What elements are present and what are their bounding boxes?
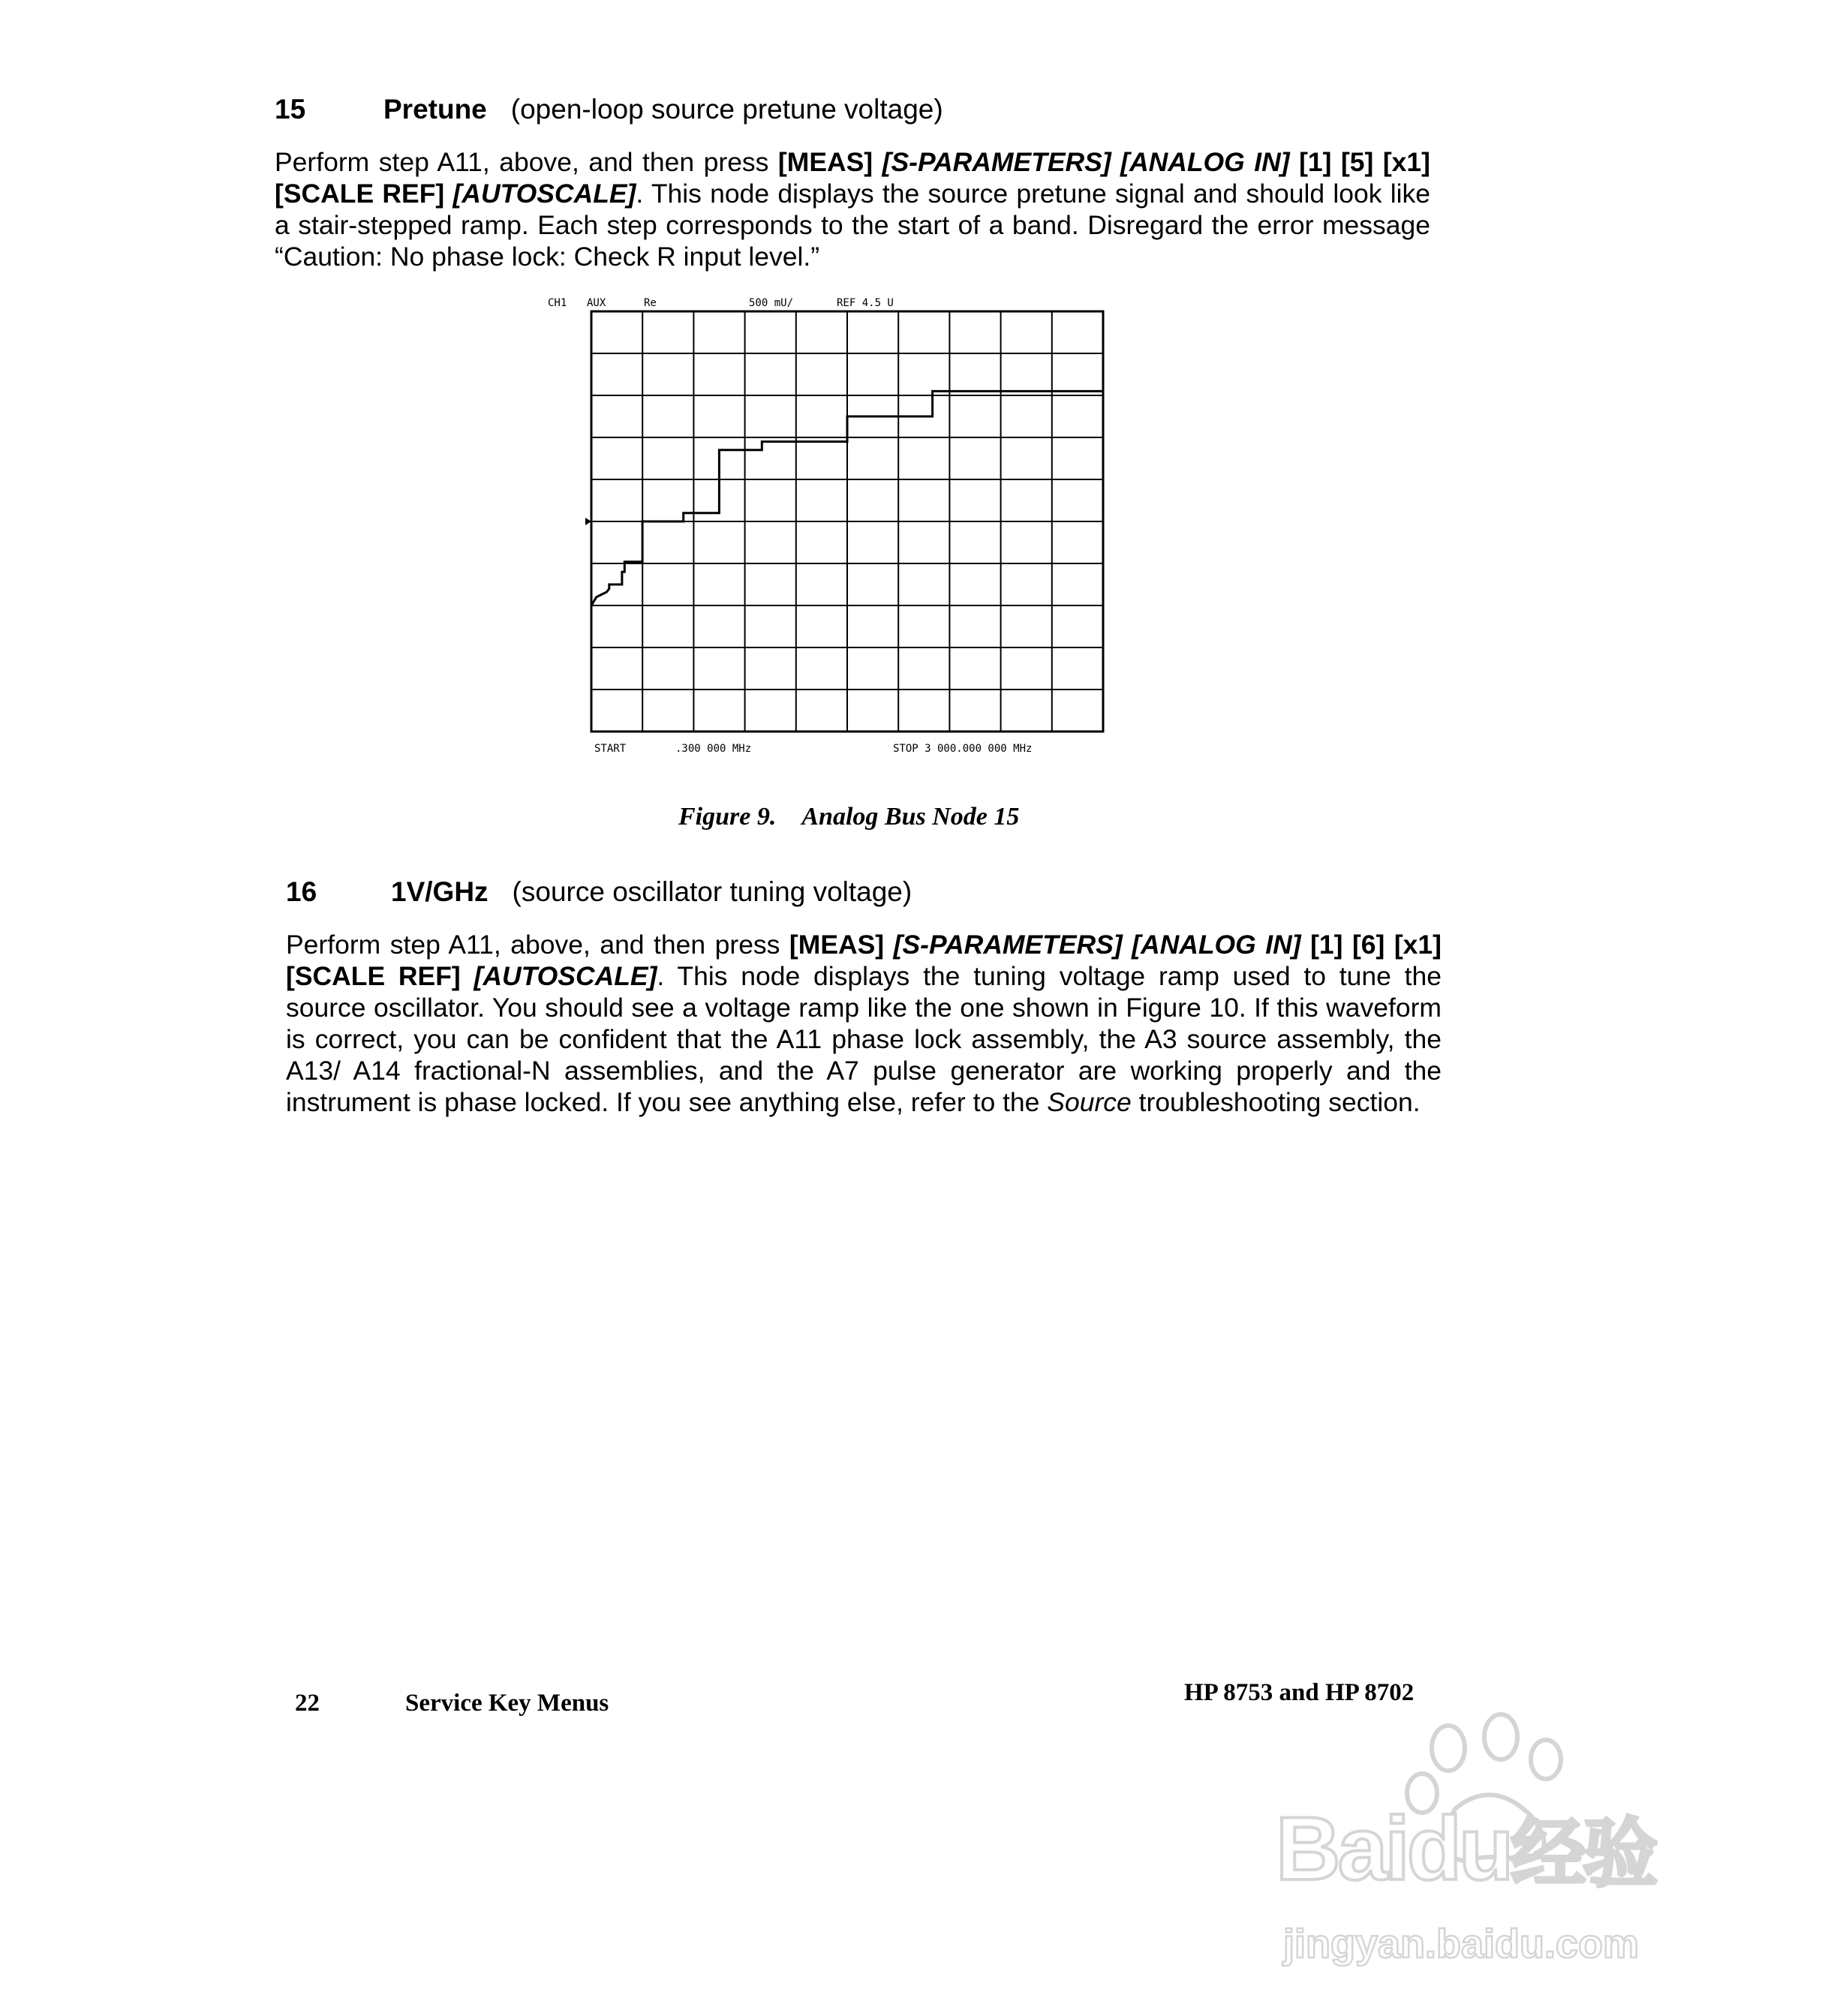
page-number: 22 xyxy=(295,1690,320,1717)
key-scale-ref: [SCALE REF] xyxy=(275,179,453,209)
key-sequence: [1] [6] [x1] xyxy=(1310,930,1442,960)
footer-section-title: Service Key Menus xyxy=(405,1690,609,1717)
softkey-autoscale: [AUTOSCALE] xyxy=(452,179,636,209)
figure-9-caption xyxy=(678,803,1019,831)
chart-format-label: Re xyxy=(644,297,657,309)
source-reference: Source xyxy=(1047,1087,1132,1117)
watermark-url: jingyan.baidu.com xyxy=(1283,1921,1640,1966)
key-meas: [MEAS] xyxy=(789,930,894,960)
softkey-s-parameters-analog-in: [S-PARAMETERS] [ANALOG IN] xyxy=(893,930,1311,960)
chart-scale-label: 500 mU/ xyxy=(749,297,794,309)
section-16-number: 16 xyxy=(286,876,317,907)
softkey-s-parameters-analog-in: [S-PARAMETERS] [ANALOG IN] xyxy=(882,147,1300,177)
chart-input-label: AUX xyxy=(587,297,606,309)
key-meas: [MEAS] xyxy=(777,147,882,177)
footer-product: HP 8753 and HP 8702 xyxy=(1184,1679,1415,1706)
paragraph-text: . This node displays the tuning voltage ramp used to tune the source oscillator. You should see a voltage ramp like the one shown in Figure 10. If this waveform is correct, you can be confident that the A11 phase lock assembly, the A3 source assembly, the A13/ A14 fractional-N assemblies, and the A7 pulse generator are working properly and the instrument is phase locked. If you see anything else, refer to the xyxy=(286,961,1442,1117)
key-sequence: [1] [5] [x1] xyxy=(1299,147,1430,177)
paragraph-text: . This node displays the source pretune signal and should look like a stair-stepped ramp. Each step corresponds to the start of a band. Disregard the error message “Caution: No phase lock: Check R input level.” xyxy=(275,179,1430,272)
analog-bus-node-15-chart xyxy=(540,293,1118,765)
chart-start-label: START xyxy=(594,743,627,755)
paragraph-text: Perform step A11, above, and then press xyxy=(275,147,778,177)
key-scale-ref: [SCALE REF] xyxy=(286,961,474,991)
chart-channel-label: CH1 xyxy=(548,297,567,309)
figure-label: Figure 9. xyxy=(678,803,777,831)
watermark-cn: 经验 xyxy=(1511,1812,1655,1896)
figure-title: Analog Bus Node 15 xyxy=(801,803,1020,831)
section-15-heading xyxy=(275,94,943,125)
paragraph-text: troubleshooting section. xyxy=(1131,1087,1421,1117)
section-16-title: 1V/GHz xyxy=(391,876,489,907)
softkey-autoscale: [AUTOSCALE] xyxy=(474,961,657,991)
chart-ref-label: REF 4.5 U xyxy=(837,297,894,309)
section-15-subtitle: (open-loop source pretune voltage) xyxy=(510,94,943,125)
section-15-number: 15 xyxy=(275,94,306,125)
section-16-subtitle: (source oscillator tuning voltage) xyxy=(512,876,912,907)
watermark-brand-du: du xyxy=(1406,1798,1511,1899)
section-16-heading xyxy=(286,876,912,908)
section-15-paragraph xyxy=(275,146,1430,272)
chart-stop-label: STOP 3 000.000 000 MHz xyxy=(893,743,1033,755)
watermark-brand: Bai xyxy=(1276,1798,1407,1899)
section-16-paragraph xyxy=(286,929,1442,1118)
baidu-jingyan-watermark xyxy=(1276,1703,1696,2003)
section-15-title: Pretune xyxy=(383,94,487,125)
paragraph-text: Perform step A11, above, and then press xyxy=(286,930,789,960)
chart-start-value: .300 000 MHz xyxy=(675,743,752,755)
